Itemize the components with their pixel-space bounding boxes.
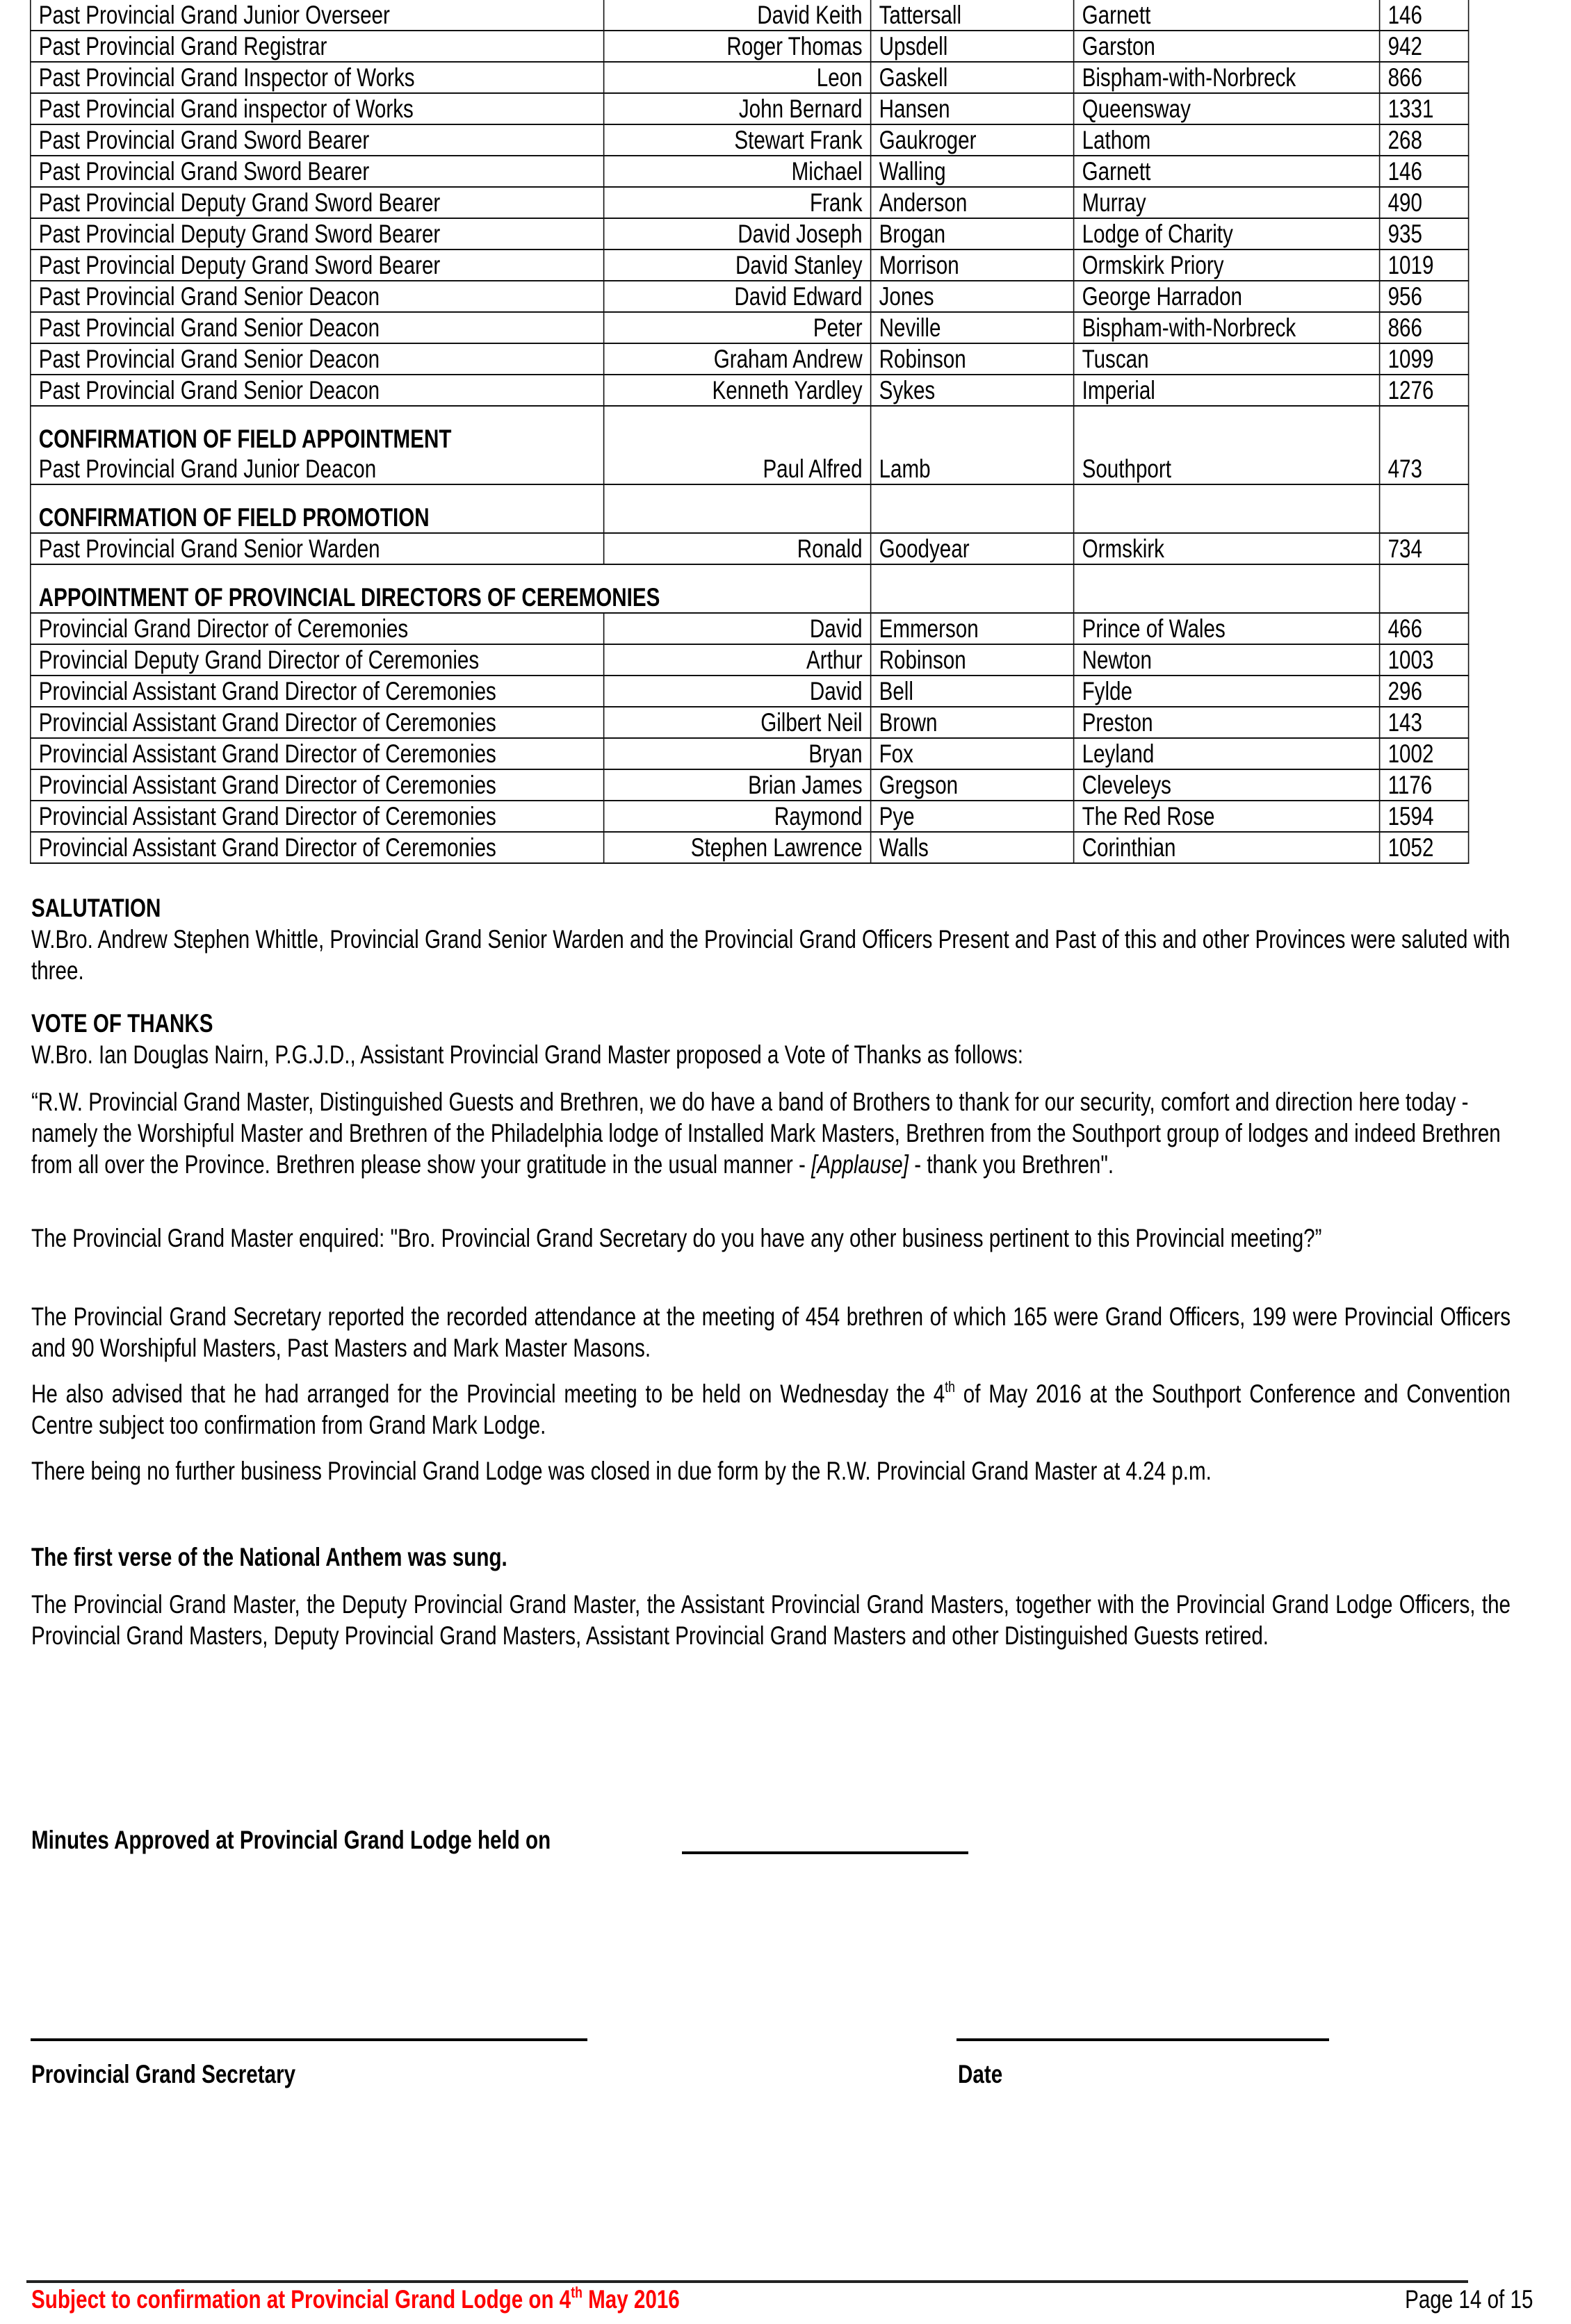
cell-lodge: Cleveleys bbox=[1074, 769, 1380, 801]
cell-lodge: Lodge of Charity bbox=[1074, 218, 1380, 249]
cell-lodge: Garston bbox=[1074, 31, 1380, 62]
table-row bbox=[31, 312, 1469, 343]
cell-office: Past Provincial Grand Registrar bbox=[31, 31, 604, 62]
cell-forenames: Paul Alfred bbox=[604, 406, 871, 484]
cell-forenames: Peter bbox=[604, 312, 871, 343]
cell-forenames: Brian James bbox=[604, 769, 871, 801]
table-row-field-appointment bbox=[31, 406, 1469, 484]
date-signature-line[interactable] bbox=[957, 2038, 1329, 2041]
table-row bbox=[31, 707, 1469, 738]
empty-cell bbox=[1074, 564, 1380, 613]
cell-surname: Hansen bbox=[871, 93, 1074, 124]
cell-office: Provincial Assistant Grand Director of Ceremonies bbox=[31, 769, 604, 801]
table-row bbox=[31, 93, 1469, 124]
section-title-field-appointment: CONFIRMATION OF FIELD APPOINTMENT bbox=[38, 425, 452, 453]
cell-number: 734 bbox=[1380, 533, 1469, 564]
cell-lodge: Leyland bbox=[1074, 738, 1380, 769]
approval-date-blank[interactable] bbox=[682, 1851, 968, 1854]
cell-office: Past Provincial Deputy Grand Sword Bearer bbox=[31, 187, 604, 218]
retired-text: The Provincial Grand Master, the Deputy Provincial Grand Master, the Assistant Provincial Grand Masters, together with the Provincial Grand Lodge Officers, the Provincial Grand Masters, Deputy Provincial Grand Masters, Assistant Provincial Grand Masters and other Distinguished Guests retired. bbox=[31, 1590, 1511, 1650]
cell-lodge: Garnett bbox=[1074, 156, 1380, 187]
cell-surname: Goodyear bbox=[871, 533, 1074, 564]
cell-lodge: George Harradon bbox=[1074, 281, 1380, 312]
cell-forenames: Ronald bbox=[604, 533, 871, 564]
cell-surname: Upsdell bbox=[871, 31, 1074, 62]
cell-number: 1002 bbox=[1380, 738, 1469, 769]
cell-lodge: Lathom bbox=[1074, 124, 1380, 156]
footer-left bbox=[31, 2284, 680, 2315]
table-row bbox=[31, 124, 1469, 156]
cell-forenames: David bbox=[604, 676, 871, 707]
cell-office: Provincial Assistant Grand Director of Ceremonies bbox=[31, 832, 604, 863]
table-row bbox=[31, 375, 1469, 406]
cell-lodge: Prince of Wales bbox=[1074, 613, 1380, 644]
cell-office: Past Provincial Grand Senior Warden bbox=[31, 533, 604, 564]
table-row bbox=[31, 0, 1469, 31]
footer-notice-ordinal: th bbox=[571, 2283, 583, 2301]
salutation-section bbox=[31, 892, 1511, 986]
cell-lodge: Murray bbox=[1074, 187, 1380, 218]
cell-office: Past Provincial Grand Inspector of Works bbox=[31, 62, 604, 93]
empty-cell bbox=[1074, 484, 1380, 533]
vote-of-thanks-intro: W.Bro. Ian Douglas Nairn, P.G.J.D., Assistant Provincial Grand Master proposed a Vote of Thanks as follows: bbox=[31, 1040, 1023, 1069]
cell-number: 1052 bbox=[1380, 832, 1469, 863]
cell-forenames: David Keith bbox=[604, 0, 871, 31]
next-meeting-text-start: He also advised that he had arranged for the Provincial meeting to be held on Wednesday the 4 bbox=[31, 1380, 945, 1408]
table-row bbox=[31, 249, 1469, 281]
cell-surname: Tattersall bbox=[871, 0, 1074, 31]
cell-office: Provincial Deputy Grand Director of Ceremonies bbox=[31, 644, 604, 676]
cell-forenames: Stewart Frank bbox=[604, 124, 871, 156]
cell-number: 473 bbox=[1380, 406, 1469, 484]
cell-number: 146 bbox=[1380, 0, 1469, 31]
cell-forenames: David Stanley bbox=[604, 249, 871, 281]
speech-applause: [Applause] bbox=[811, 1150, 909, 1179]
footer-notice-start: Subject to confirmation at Provincial Grand Lodge on 4 bbox=[31, 2285, 571, 2314]
cell-lodge: Imperial bbox=[1074, 375, 1380, 406]
cell-office: Past Provincial Grand Senior Deacon bbox=[31, 343, 604, 375]
cell-lodge: Tuscan bbox=[1074, 343, 1380, 375]
cell-forenames: David Joseph bbox=[604, 218, 871, 249]
empty-cell bbox=[604, 484, 871, 533]
next-meeting-ordinal: th bbox=[945, 1377, 955, 1396]
cell-surname: Gaskell bbox=[871, 62, 1074, 93]
footer-rule bbox=[26, 2280, 1468, 2283]
cell-forenames: David Edward bbox=[604, 281, 871, 312]
section-title-field-promotion: CONFIRMATION OF FIELD PROMOTION bbox=[31, 484, 604, 533]
cell-surname: Robinson bbox=[871, 343, 1074, 375]
cell-number: 296 bbox=[1380, 676, 1469, 707]
cell-surname: Brown bbox=[871, 707, 1074, 738]
officers-table-wrapper bbox=[30, 0, 1468, 864]
cell-office: Provincial Grand Director of Ceremonies bbox=[31, 613, 604, 644]
cell-office: Provincial Assistant Grand Director of Ceremonies bbox=[31, 738, 604, 769]
cell-forenames: Michael bbox=[604, 156, 871, 187]
cell-number: 1594 bbox=[1380, 801, 1469, 832]
retired-paragraph bbox=[31, 1589, 1511, 1651]
cell-surname: Gaukroger bbox=[871, 124, 1074, 156]
cell-lodge: Bispham-with-Norbreck bbox=[1074, 62, 1380, 93]
cell-number: 1099 bbox=[1380, 343, 1469, 375]
secretary-signature-label: Provincial Grand Secretary bbox=[31, 2060, 296, 2088]
cell-forenames: Roger Thomas bbox=[604, 31, 871, 62]
cell-office: Past Provincial Grand Senior Deacon bbox=[31, 312, 604, 343]
date-signature-label-wrap bbox=[958, 2059, 1002, 2090]
cell-office: Provincial Assistant Grand Director of Ceremonies bbox=[31, 676, 604, 707]
office-text: Past Provincial Grand Junior Deacon bbox=[38, 455, 377, 483]
cell-surname: Neville bbox=[871, 312, 1074, 343]
cell-number: 143 bbox=[1380, 707, 1469, 738]
section-header-row-field-promotion bbox=[31, 484, 1469, 533]
salutation-text: W.Bro. Andrew Stephen Whittle, Provincial Grand Senior Warden and the Provincial Grand Officers Present and Past of this and other Provinces were saluted with three. bbox=[31, 925, 1511, 985]
cell-forenames: Gilbert Neil bbox=[604, 707, 871, 738]
cell-surname: Sykes bbox=[871, 375, 1074, 406]
empty-cell bbox=[1380, 484, 1469, 533]
table-row bbox=[31, 644, 1469, 676]
footer-notice-end: May 2016 bbox=[582, 2285, 680, 2314]
speech-text-end: - thank you Brethren". bbox=[908, 1150, 1114, 1179]
table-row bbox=[31, 533, 1469, 564]
table-row bbox=[31, 676, 1469, 707]
table-row bbox=[31, 769, 1469, 801]
enquiry-paragraph bbox=[31, 1222, 1511, 1254]
cell-number: 866 bbox=[1380, 62, 1469, 93]
vote-of-thanks-section bbox=[31, 1008, 1511, 1070]
cell-lodge: Corinthian bbox=[1074, 832, 1380, 863]
cell-forenames: Frank bbox=[604, 187, 871, 218]
closing-paragraph bbox=[31, 1455, 1511, 1487]
attendance-text: The Provincial Grand Secretary reported the recorded attendance at the meeting of 454 brethren of which 165 were Grand Officers, 199 were Provincial Officers and 90 Worshipful Masters, Past Masters and Mark Master Masons. bbox=[31, 1302, 1511, 1362]
cell-office: Past Provincial Deputy Grand Sword Bearer bbox=[31, 249, 604, 281]
cell-lodge: Newton bbox=[1074, 644, 1380, 676]
table-row bbox=[31, 31, 1469, 62]
cell-lodge: Southport bbox=[1074, 406, 1380, 484]
next-meeting-text-end: of May 2016 at the Southport Conference and Convention Centre subject too confirmation from Grand Mark Lodge. bbox=[31, 1380, 1511, 1439]
next-meeting-paragraph bbox=[31, 1378, 1511, 1441]
cell-number: 490 bbox=[1380, 187, 1469, 218]
empty-cell bbox=[871, 564, 1074, 613]
cell-lodge: Ormskirk Priory bbox=[1074, 249, 1380, 281]
cell-number: 956 bbox=[1380, 281, 1469, 312]
empty-cell bbox=[871, 484, 1074, 533]
table-row bbox=[31, 343, 1469, 375]
cell-number: 942 bbox=[1380, 31, 1469, 62]
date-signature-label: Date bbox=[958, 2060, 1003, 2088]
table-row bbox=[31, 187, 1469, 218]
table-row bbox=[31, 738, 1469, 769]
footer-confirmation-notice bbox=[31, 2285, 680, 2314]
cell-surname: Gregson bbox=[871, 769, 1074, 801]
cell-office: Past Provincial Grand Junior Overseer bbox=[31, 0, 604, 31]
cell-forenames: Raymond bbox=[604, 801, 871, 832]
cell-number: 1003 bbox=[1380, 644, 1469, 676]
table-row bbox=[31, 832, 1469, 863]
cell-number: 935 bbox=[1380, 218, 1469, 249]
cell-lodge: Bispham-with-Norbreck bbox=[1074, 312, 1380, 343]
cell-surname: Robinson bbox=[871, 644, 1074, 676]
cell-surname: Pye bbox=[871, 801, 1074, 832]
section-header-row-directors bbox=[31, 564, 1469, 613]
table-row bbox=[31, 281, 1469, 312]
cell-office: Past Provincial Grand inspector of Works bbox=[31, 93, 604, 124]
cell-surname: Fox bbox=[871, 738, 1074, 769]
cell-surname: Walling bbox=[871, 156, 1074, 187]
cell-forenames: Graham Andrew bbox=[604, 343, 871, 375]
secretary-signature-line[interactable] bbox=[31, 2038, 587, 2041]
cell-office: Past Provincial Grand Senior Deacon bbox=[31, 281, 604, 312]
cell-forenames: Kenneth Yardley bbox=[604, 375, 871, 406]
cell-lodge: Queensway bbox=[1074, 93, 1380, 124]
cell-surname: Anderson bbox=[871, 187, 1074, 218]
attendance-paragraph bbox=[31, 1301, 1511, 1364]
cell-number: 1176 bbox=[1380, 769, 1469, 801]
speech-text-start: “R.W. Provincial Grand Master, Distinguished Guests and Brethren, we do have a band of Brothers to thank for our security, comfort and direction here today - namely the Worshipful Master and Brethren of the Philadelphia lodge of Installed Mark Masters, Brethren from the Southport group of lodges and indeed Brethren from all over the Province. Brethren please show your gratitude in the usual manner - bbox=[31, 1088, 1501, 1179]
enquiry-text: The Provincial Grand Master enquired: "Bro. Provincial Grand Secretary do you have any other business pertinent to this Provincial meeting?” bbox=[31, 1224, 1322, 1252]
cell-office: Past Provincial Grand Senior Deacon bbox=[31, 375, 604, 406]
cell-surname: Lamb bbox=[871, 406, 1074, 484]
cell-forenames: Arthur bbox=[604, 644, 871, 676]
officers-table bbox=[30, 0, 1469, 864]
cell-office bbox=[31, 406, 604, 484]
cell-lodge: Ormskirk bbox=[1074, 533, 1380, 564]
cell-office: Provincial Assistant Grand Director of Ceremonies bbox=[31, 801, 604, 832]
cell-number: 466 bbox=[1380, 613, 1469, 644]
salutation-heading: SALUTATION bbox=[31, 894, 161, 922]
cell-office: Past Provincial Grand Sword Bearer bbox=[31, 156, 604, 187]
table-row bbox=[31, 613, 1469, 644]
cell-number: 268 bbox=[1380, 124, 1469, 156]
table-row bbox=[31, 218, 1469, 249]
cell-number: 1331 bbox=[1380, 93, 1469, 124]
cell-lodge: Preston bbox=[1074, 707, 1380, 738]
cell-forenames: Leon bbox=[604, 62, 871, 93]
secretary-signature-label-wrap bbox=[31, 2059, 1511, 2090]
vote-of-thanks-heading: VOTE OF THANKS bbox=[31, 1009, 213, 1038]
cell-lodge: Garnett bbox=[1074, 0, 1380, 31]
cell-office: Past Provincial Grand Sword Bearer bbox=[31, 124, 604, 156]
cell-surname: Walls bbox=[871, 832, 1074, 863]
anthem-text: The first verse of the National Anthem was sung. bbox=[31, 1543, 507, 1571]
cell-forenames: Stephen Lawrence bbox=[604, 832, 871, 863]
cell-number: 146 bbox=[1380, 156, 1469, 187]
cell-surname: Morrison bbox=[871, 249, 1074, 281]
table-row bbox=[31, 156, 1469, 187]
cell-lodge: Fylde bbox=[1074, 676, 1380, 707]
cell-forenames: John Bernard bbox=[604, 93, 871, 124]
approval-label: Minutes Approved at Provincial Grand Lodge held on bbox=[31, 1826, 551, 1854]
cell-number: 1019 bbox=[1380, 249, 1469, 281]
table-body bbox=[31, 0, 1469, 863]
cell-office: Past Provincial Deputy Grand Sword Bearer bbox=[31, 218, 604, 249]
section-title-directors: APPOINTMENT OF PROVINCIAL DIRECTORS OF CEREMONIES bbox=[31, 564, 871, 613]
footer-page-number: Page 14 of 15 bbox=[1404, 2285, 1533, 2314]
cell-number: 866 bbox=[1380, 312, 1469, 343]
table-row bbox=[31, 62, 1469, 93]
table-row bbox=[31, 801, 1469, 832]
cell-lodge: The Red Rose bbox=[1074, 801, 1380, 832]
cell-forenames: David bbox=[604, 613, 871, 644]
cell-office: Provincial Assistant Grand Director of Ceremonies bbox=[31, 707, 604, 738]
cell-surname: Emmerson bbox=[871, 613, 1074, 644]
vote-of-thanks-speech bbox=[31, 1086, 1511, 1180]
cell-surname: Jones bbox=[871, 281, 1074, 312]
cell-surname: Brogan bbox=[871, 218, 1074, 249]
empty-cell bbox=[1380, 564, 1469, 613]
cell-forenames: Bryan bbox=[604, 738, 871, 769]
anthem-paragraph bbox=[31, 1541, 1511, 1573]
cell-number: 1276 bbox=[1380, 375, 1469, 406]
closing-text: There being no further business Provincial Grand Lodge was closed in due form by the R.W. Provincial Grand Master at 4.24 p.m. bbox=[31, 1457, 1212, 1485]
cell-surname: Bell bbox=[871, 676, 1074, 707]
